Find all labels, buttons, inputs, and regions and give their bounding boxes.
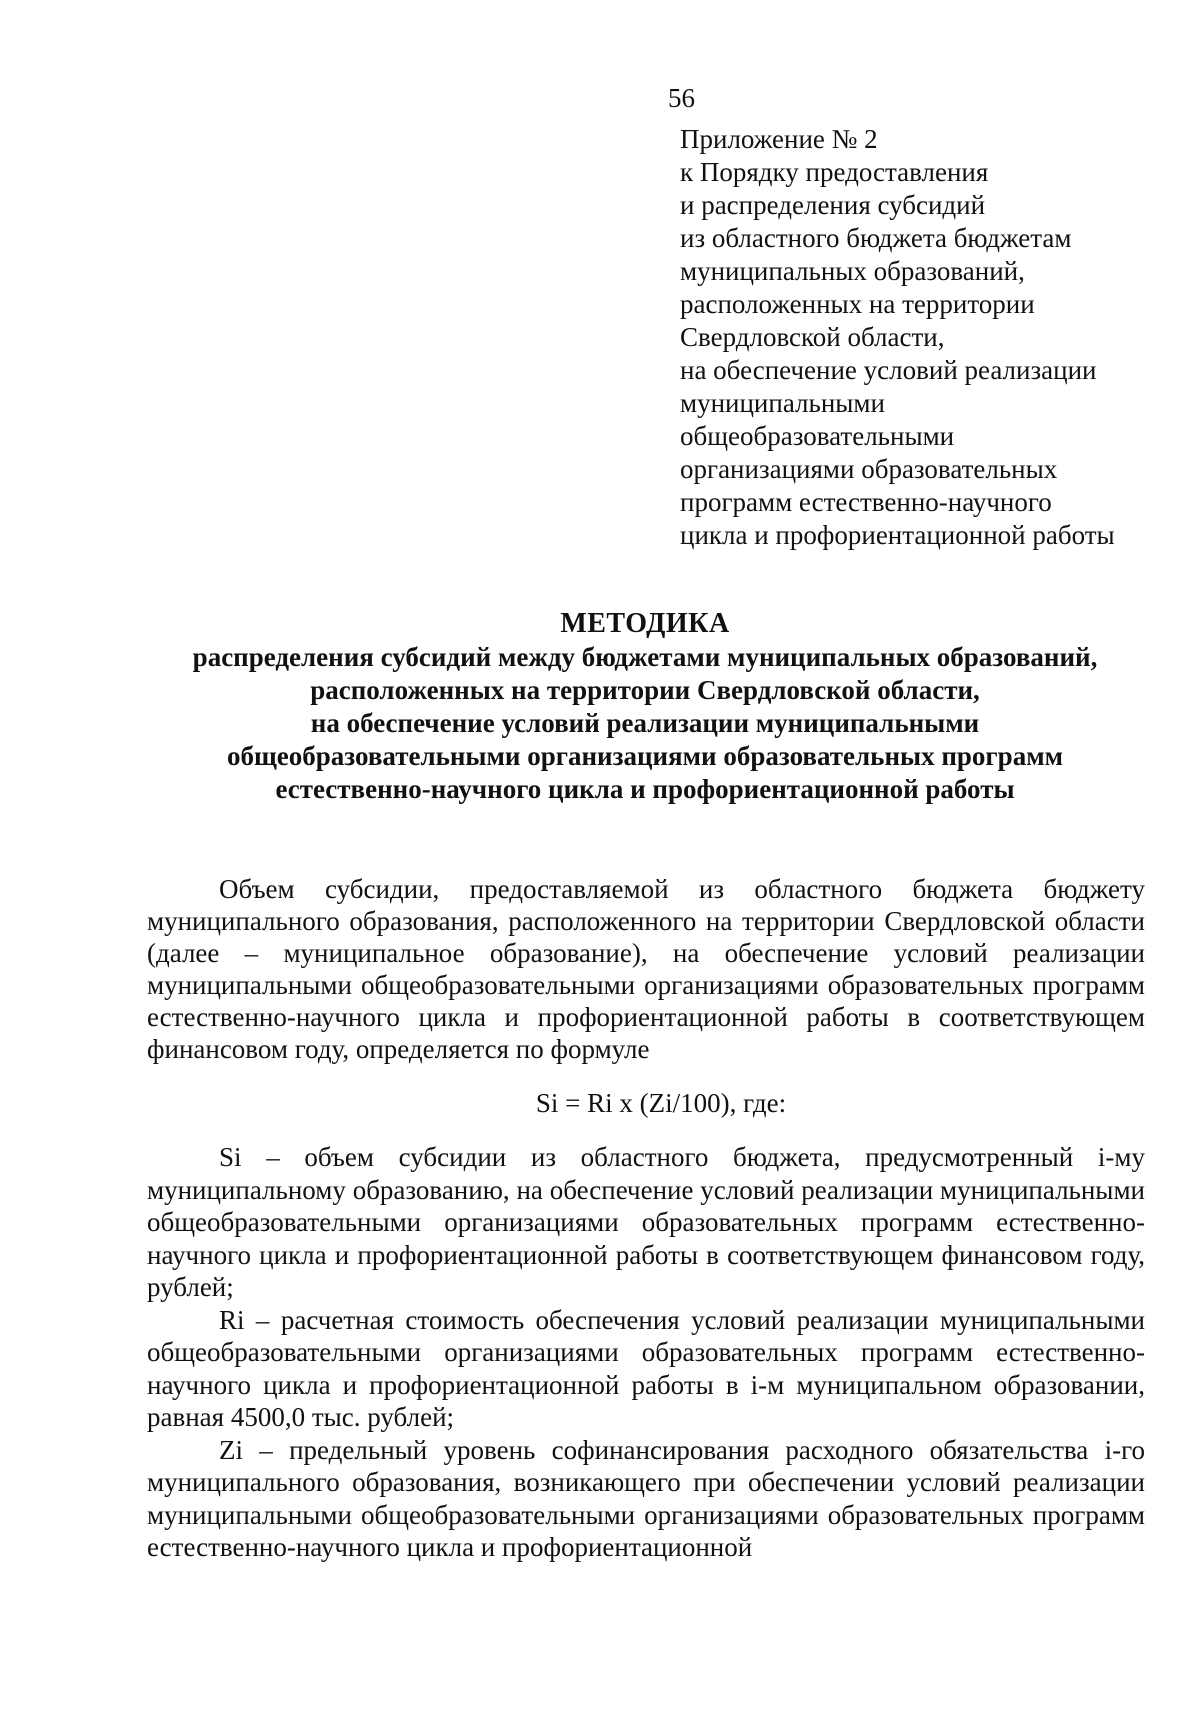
document-body bbox=[147, 873, 1145, 1564]
annex-line: Приложение № 2 bbox=[680, 124, 878, 154]
definition-ri: Ri – расчетная стоимость обеспечения условий реализации муниципальными общеобразовательными организациями образовательных программ естественно-научного цикла и профориентационной работы в i-м муниципальном образовании, равная 4500,0 тыс. рублей; bbox=[147, 1304, 1145, 1432]
annex-line: муниципальных образований, bbox=[680, 256, 1025, 286]
title-line: расположенных на территории Свердловской области, bbox=[310, 675, 980, 705]
annex-line: организациями образовательных bbox=[680, 454, 1058, 484]
annex-line: программ естественно-научного bbox=[680, 487, 1052, 517]
title-line: естественно-научного цикла и профориентационной работы bbox=[275, 774, 1015, 804]
formula: Si = Ri x (Zi/100), где: bbox=[535, 1088, 787, 1118]
title-line: распределения субсидий между бюджетами муниципальных образований, bbox=[192, 642, 1098, 672]
annex-header bbox=[680, 123, 1160, 552]
annex-line: на обеспечение условий реализации bbox=[680, 355, 1097, 385]
title-line: общеобразовательными организациями образовательных программ bbox=[227, 741, 1063, 771]
annex-line: и распределения субсидий bbox=[680, 190, 986, 220]
annex-line: из областного бюджета бюджетам bbox=[680, 223, 1072, 253]
document-title bbox=[100, 607, 1190, 806]
annex-line: муниципальными bbox=[680, 388, 885, 418]
title-line: на обеспечение условий реализации муниципальными bbox=[310, 708, 980, 738]
definition-zi: Zi – предельный уровень софинансирования расходного обязательства i-го муниципального образования, возникающего при обеспечении условий реализации муниципальными общеобразовательными организациями образовательных программ естественно-научного цикла и профориентационной bbox=[147, 1434, 1145, 1562]
intro-paragraph: Объем субсидии, предоставляемой из областного бюджета бюджету муниципального образования, расположенного на территории Свердловской области (далее – муниципальное образование), на обеспечение условий реализации муниципальными общеобразовательными организациями образовательных программ естественно-научного цикла и профориентационной работы в соответствующем финансовом году, определяется по формуле bbox=[147, 874, 1145, 1064]
annex-line: к Порядку предоставления bbox=[680, 157, 989, 187]
page-number: 56 bbox=[668, 83, 695, 113]
annex-line: общеобразовательными bbox=[680, 421, 955, 451]
definition-si: Si – объем субсидии из областного бюджета, предусмотренный i-му муниципальному образованию, на обеспечение условий реализации муниципальными общеобразовательными организациями образовательных программ естественно-научного цикла и профориентационной работы в соответствующем финансовом году, рублей; bbox=[147, 1142, 1145, 1302]
title-main: МЕТОДИКА bbox=[560, 608, 730, 639]
annex-line: цикла и профориентационной работы bbox=[680, 520, 1115, 550]
annex-line: Свердловской области, bbox=[680, 322, 945, 352]
annex-line: расположенных на территории bbox=[680, 289, 1035, 319]
